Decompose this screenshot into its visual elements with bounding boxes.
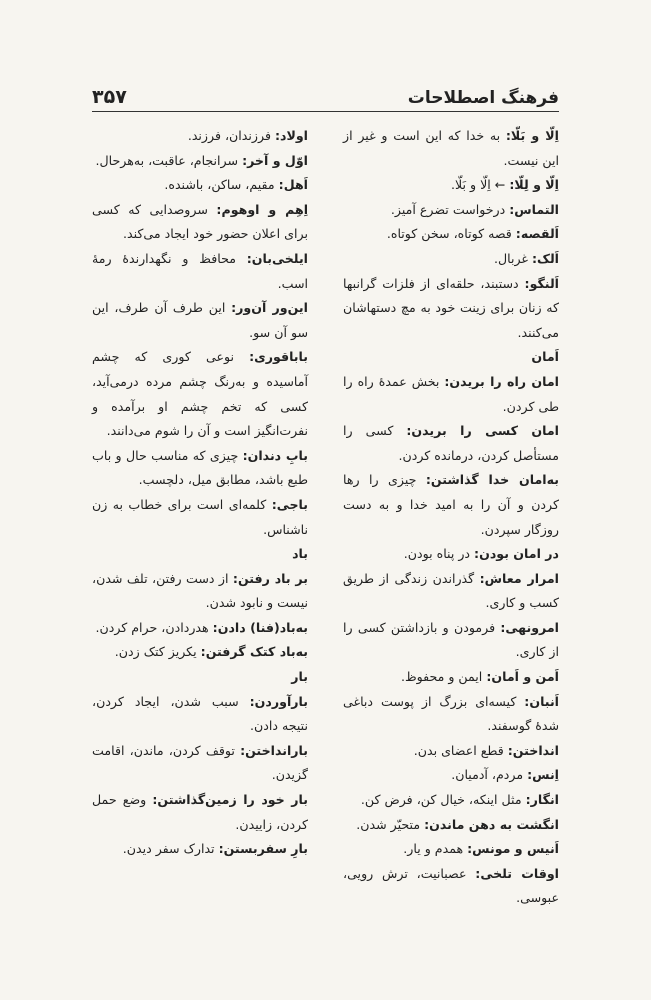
entry-definition: بخش عمدهٔ راه را طی کردن.	[343, 373, 559, 414]
entry-headword: بر باد رفتن:	[232, 570, 308, 586]
entry-headword: اَنیس و مونس:	[467, 841, 559, 857]
dictionary-entry	[92, 296, 308, 345]
dictionary-entry	[343, 124, 559, 173]
dictionary-entry	[343, 616, 559, 665]
header-rule	[92, 111, 559, 112]
dictionary-entry	[343, 665, 559, 690]
dictionary-entry	[92, 124, 308, 149]
dictionary-entry	[92, 567, 308, 616]
entry-headword: امان راه را بریدن:	[444, 373, 559, 389]
entry-definition: این طرف آن طرف، این سو آن سو.	[92, 300, 308, 340]
dictionary-entry	[92, 247, 308, 296]
entry-definition: سروصدایی که کسی برای اعلان حضور خود ایجاد می‌کند.	[92, 201, 308, 242]
entry-headword: اوّل و آخر:	[242, 152, 308, 168]
entry-definition: به خدا که این است و غیر از این نیست.	[343, 128, 559, 168]
entry-definition: دستبند، حلقه‌ای از فلزات گرانبها که زنان برای زینت خود به مچ دستهاشان می‌کنند.	[343, 275, 559, 340]
entry-definition: قطع اعضای بدن.	[413, 742, 508, 758]
page-header	[92, 78, 559, 108]
entry-definition: توقف کردن، ماندن، اقامت گزیدن.	[92, 742, 308, 783]
entry-headword: باراندا‌ختن:	[240, 742, 308, 758]
entry-definition: هدردادن، حرام کردن.	[95, 619, 213, 635]
entry-headword: اَلک:	[532, 250, 559, 266]
dictionary-entry	[92, 493, 308, 542]
dictionary-entry	[92, 198, 308, 247]
dictionary-entry	[343, 222, 559, 247]
entry-headword: اِلّا و بَلّا:	[505, 128, 559, 143]
section-heading: بار	[291, 669, 308, 685]
entry-headword: امان کسی را بریدن:	[406, 423, 559, 439]
dictionary-entry	[343, 763, 559, 788]
dictionary-entry	[92, 173, 308, 198]
entry-definition: چیزی را رها کردن و آن را به امید خدا و به دست روزگار سپردن.	[343, 472, 559, 537]
entry-headword: باجی:	[271, 496, 308, 512]
entry-headword: این‌ور آن‌ور:	[231, 300, 308, 316]
dictionary-entry	[343, 690, 559, 739]
dictionary-entry	[92, 837, 308, 862]
entry-definition: کلمه‌ای است برای خطاب به زن ناشناس.	[92, 496, 308, 537]
dictionary-entry	[343, 272, 559, 346]
dictionary-entry	[92, 345, 308, 443]
entry-headword: اولاد:	[274, 128, 308, 143]
dictionary-entry	[92, 616, 308, 641]
entry-headword: به‌باد(فنا) دادن:	[212, 619, 308, 635]
entry-headword: ایلخی‌بان:	[246, 250, 308, 266]
dictionary-entry	[343, 567, 559, 616]
entry-headword: اوقات تلخی:	[475, 865, 559, 881]
entry-headword: بارِ سفربستن:	[218, 841, 308, 857]
entry-definition: متحیّر شدن.	[356, 816, 425, 832]
entry-headword: اِلّا و لِلّا:	[509, 177, 559, 193]
section-heading: اَمان	[531, 349, 559, 365]
entry-headword: بابِ دندان:	[242, 447, 308, 463]
entry-headword: اَلنگو:	[524, 275, 559, 291]
entry-definition: چیزی که مناسب حال و باب طبع باشد، مطابق میل، دلچسب.	[92, 447, 308, 488]
dictionary-entry	[343, 788, 559, 813]
entry-definition: کیسه‌ای بزرگ از پوست دباغی شدهٔ گوسفند.	[343, 693, 559, 734]
entry-headword: اَنبان:	[524, 693, 559, 709]
entry-definition: ایمن و محفوظ.	[400, 669, 487, 685]
dictionary-entry	[343, 739, 559, 764]
dictionary-entry	[343, 837, 559, 862]
entry-definition: کسی را مستأصل کردن، درمانده کردن.	[343, 423, 559, 463]
entry-definition: سبب شدن، ایجاد کردن، نتیجه دادن.	[92, 693, 308, 734]
entry-definition: محافظ و نگهدارندهٔ رمهٔ اسب.	[92, 250, 308, 291]
entry-definition: مقیم، ساکن، باشنده.	[164, 177, 279, 193]
entry-definition: در پناه بودن.	[403, 546, 475, 562]
dictionary-entry	[92, 444, 308, 493]
entry-definition: از دست رفتن، تلف شدن، نیست و نابود شدن.	[92, 570, 308, 611]
entry-definition: گذراندن زندگی از طریق کسب و کاری.	[343, 570, 559, 611]
entry-headword: امرونهی:	[500, 619, 559, 635]
entry-headword: اِنس:	[527, 767, 559, 783]
entry-definition: مثل اینکه، خیال کن، فرض کن.	[360, 792, 526, 808]
entry-definition: فرزندان، فرزند.	[187, 128, 275, 143]
entry-definition: تدارک سفر دیدن.	[122, 841, 219, 857]
entry-definition: وضع حمل کردن، زاییدن.	[92, 792, 308, 832]
dictionary-entry	[343, 370, 559, 419]
dictionary-entry	[343, 813, 559, 838]
dictionary-entry	[92, 640, 308, 665]
dictionary-entry	[343, 198, 559, 223]
dictionary-entry	[343, 247, 559, 272]
entry-headword: به‌باد کتک گرفتن:	[200, 644, 308, 660]
entry-definition: فرمودن و بازداشتن کسی را از کاری.	[343, 619, 559, 660]
entry-definition: عصبانیت، ترش رویی، عبوسی.	[343, 865, 559, 906]
entry-definition: درخواست تضرع آمیز.	[390, 201, 510, 217]
entry-headword: بار خود را زمین‌گذاشتن:	[152, 792, 308, 808]
dictionary-entry	[343, 173, 559, 198]
entry-headword: انگار:	[525, 792, 559, 808]
right-column	[343, 124, 559, 911]
dictionary-entry	[92, 788, 308, 837]
entry-headword: انگشت به دهن ماندن:	[424, 816, 559, 832]
entry-definition: نوعی کوری که چشم آماسیده و به‌رنگ چشم مرده درمی‌آید، کسی که تخم چشم او برآمده و نفرت‌انگیز است و آن را شوم می‌دانند.	[92, 349, 308, 439]
entry-headword: اِهِم و اوهوم:	[216, 201, 309, 217]
entry-definition: ← اِلّا و بَلّا.	[451, 177, 510, 193]
entry-definition: یکریز کتک زدن.	[114, 644, 201, 660]
entry-headword: التماس:	[509, 201, 559, 217]
dictionary-entry	[343, 419, 559, 468]
entry-definition: سرانجام، عاقبت، به‌هرحال.	[95, 152, 243, 168]
entry-headword: در امان بودن:	[474, 546, 559, 562]
entry-definition: همدم و یار.	[403, 841, 468, 857]
dictionary-entry	[92, 149, 308, 174]
dictionary-entry	[343, 542, 559, 567]
section-heading: باد	[292, 546, 308, 562]
page-number: ۳۵۷	[92, 86, 127, 108]
entry-definition: مردم، آدمیان.	[451, 767, 528, 783]
dictionary-entry	[92, 690, 308, 739]
entry-headword: باباقوری:	[249, 349, 308, 365]
entry-headword: اَلقصه:	[515, 226, 559, 242]
entry-headword: به‌امان خدا گذاشتن:	[425, 472, 559, 488]
left-column	[92, 124, 308, 862]
entry-headword: اَهل:	[278, 177, 308, 193]
entry-definition: غربال.	[493, 250, 533, 266]
dictionary-entry	[343, 468, 559, 542]
entry-headword: بارآوردن:	[249, 693, 308, 709]
entry-headword: انداختن:	[507, 742, 559, 758]
entry-headword: اَمن و اَمان:	[486, 669, 559, 685]
running-title: فرهنگ اصطلاحات	[407, 88, 559, 108]
entry-definition: قصه کوتاه، سخن کوتاه.	[386, 226, 516, 242]
dictionary-entry	[92, 739, 308, 788]
entry-headword: امرار معاش:	[479, 570, 559, 586]
dictionary-entry	[343, 862, 559, 911]
